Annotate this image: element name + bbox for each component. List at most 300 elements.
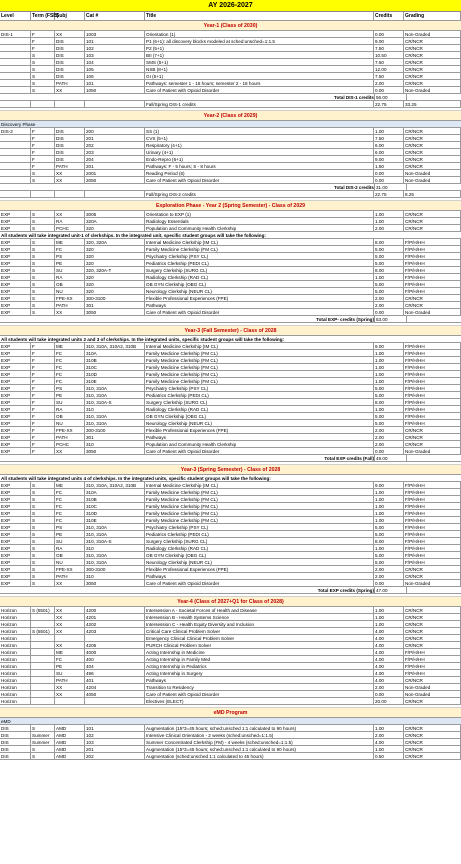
cell-grading: CR/NCR [404, 566, 461, 573]
cell-level: Horizon [0, 649, 31, 656]
table-row [0, 489, 461, 496]
cell-level: EXP [0, 343, 31, 350]
cell-grading: F/P/H/HH [404, 260, 461, 267]
cell-level [0, 191, 31, 198]
cell-level: EXP [0, 517, 31, 524]
cell-grading: F/P/H/HH [404, 350, 461, 357]
cell-credits: 1.00 [374, 621, 404, 628]
cell-subj: DIS [55, 73, 85, 80]
cell-cat: 2001 [85, 170, 145, 177]
cell-level: EXP [0, 406, 31, 413]
cell-credits: 20.00 [374, 698, 404, 705]
table-row [0, 267, 461, 274]
table-row [0, 281, 461, 288]
cell-subj: SU [55, 399, 85, 406]
cell-level: EXP [0, 260, 31, 267]
table-row [0, 101, 461, 108]
table-row [0, 434, 461, 441]
table-row [0, 288, 461, 295]
header-grading: Grading [404, 12, 461, 21]
cell-subj: PE [55, 392, 85, 399]
cell-term: S [31, 489, 55, 496]
cell-title: Fall/Spring DIS-2 credits [145, 191, 374, 198]
year-banner: Year-2 (Class of 2029) [0, 111, 461, 121]
cell-term: S [31, 482, 55, 489]
cell-credits: 1.50 [374, 163, 404, 170]
cell-term: S (5501) [31, 628, 55, 635]
cell-level: EXP [0, 371, 31, 378]
cell-credits: 2.00 [374, 732, 404, 739]
cell-level [0, 73, 31, 80]
cell-cat: 310, 310A [85, 559, 145, 566]
cell-title: Family Medicine Clerkship (FM CL) [145, 378, 374, 385]
table-row [0, 677, 461, 684]
table-row [0, 566, 461, 573]
cell-title: Neurology Clerkship (NEUR CL) [145, 288, 374, 295]
cell-cat: 320 [85, 288, 145, 295]
cell-grading: CR/NCR [404, 628, 461, 635]
cell-grading: Non-Graded [404, 170, 461, 177]
cell-grading: CR/NCR [404, 434, 461, 441]
cell-level: Horizon [0, 635, 31, 642]
cell-level: EXP [0, 434, 31, 441]
cell-grading: CR/NCR [404, 225, 461, 232]
cell-level: EXP [0, 580, 31, 587]
table-row [0, 38, 461, 45]
cell-term: F [31, 420, 55, 427]
cell-term: F [31, 399, 55, 406]
cell-grading: F/P/H/HH [404, 281, 461, 288]
cell-cat: 400 [85, 656, 145, 663]
cell-title: Population and Community Health Clerkship [145, 441, 374, 448]
total-label: Total DIS-1 credits [334, 95, 374, 100]
cell-term: S [31, 288, 55, 295]
cell-subj: XX [55, 170, 85, 177]
cell-term [31, 642, 55, 649]
table-row [0, 31, 461, 38]
cell-term: S [31, 573, 55, 580]
table-row [0, 746, 461, 753]
cell-cat: 203 [85, 149, 145, 156]
cell-level: Horizon [0, 691, 31, 698]
cell-cat: 310E [85, 517, 145, 524]
cell-grading: Non-Graded [404, 691, 461, 698]
table-row [0, 191, 461, 198]
group-note: All students will take integrated units 2 and 3 of clerkships. In the integrated units, specific student groups will take the following: [0, 336, 461, 343]
table-row [0, 684, 461, 691]
cell-subj: DIS [55, 52, 85, 59]
cell-term: Summer [31, 739, 55, 746]
cell-title: SS (1) [145, 128, 374, 135]
cell-cat: 4205 [85, 642, 145, 649]
cell-title: Endo-Repro (6+1) [145, 156, 374, 163]
cell-term [31, 191, 55, 198]
total-row [0, 316, 461, 323]
cell-title: OB GYN Clerkship (OBG CL) [145, 552, 374, 559]
cell-term: S [31, 211, 55, 218]
cell-term: S [31, 59, 55, 66]
cell-level: EXP [0, 559, 31, 566]
cell-credits: 1.00 [374, 614, 404, 621]
table-row [0, 239, 461, 246]
table-row [0, 274, 461, 281]
table-row [0, 392, 461, 399]
cell-cat: 310, 310A [85, 552, 145, 559]
cell-credits: 1.00 [374, 211, 404, 218]
cell-cat [85, 191, 145, 198]
total-label: Total EXP credits (Spring) [317, 588, 374, 593]
cell-title: Care of Patient with Opioid Disorder [145, 177, 374, 184]
cell-credits: 1.00 [374, 517, 404, 524]
cell-credits: 0.00 [374, 309, 404, 316]
table-row [0, 135, 461, 142]
cell-subj: RA [55, 274, 85, 281]
cell-credits: 12.00 [374, 66, 404, 73]
cell-term: F [31, 427, 55, 434]
cell-cat: 4050 [85, 691, 145, 698]
cell-grading: CR/NCR [404, 218, 461, 225]
cell-subj: FC [55, 378, 85, 385]
cell-level [0, 156, 31, 163]
cell-title: CVS (5+1) [145, 135, 374, 142]
cell-cat: 3050 [85, 580, 145, 587]
cell-level: EXP [0, 503, 31, 510]
cell-credits: 5.00 [374, 288, 404, 295]
cell-cat: 4201 [85, 614, 145, 621]
cell-subj: FC [55, 357, 85, 364]
cell-title: P1 (6+1): all discovery blocks modeled at sched:unsched=1:1.5 [145, 38, 374, 45]
cell-term: S [31, 274, 55, 281]
cell-credits: 10.50 [374, 52, 404, 59]
cell-grading: CR/NCR [404, 52, 461, 59]
cell-subj: FC [55, 510, 85, 517]
cell-term [31, 614, 55, 621]
cell-grading: 33.25 [404, 101, 461, 108]
cell-level: EXP [0, 524, 31, 531]
cell-subj: PS [55, 524, 85, 531]
cell-grading: F/P/H/HH [404, 420, 461, 427]
cell-title: Psychiatry Clerkship (PSY CL) [145, 385, 374, 392]
cell-credits: 0.00 [374, 31, 404, 38]
cell-term [31, 684, 55, 691]
cell-credits: 2.00 [374, 684, 404, 691]
cell-level: Horizon [0, 607, 31, 614]
cell-level: EXP [0, 413, 31, 420]
cell-grading: F/P/H/HH [404, 413, 461, 420]
cell-credits: 2.00 [374, 225, 404, 232]
cell-subj: FC [55, 364, 85, 371]
cell-cat: 4203 [85, 628, 145, 635]
cell-subj: OB [55, 413, 85, 420]
table-row [0, 128, 461, 135]
cell-grading: F/P/H/HH [404, 538, 461, 545]
year-banner: Year-3 (Fall Semester) - Class of 2028 [0, 326, 461, 336]
cell-grading: F/P/H/HH [404, 392, 461, 399]
cell-grading: F/P/H/HH [404, 482, 461, 489]
cell-cat: 310 [85, 573, 145, 580]
cell-subj: PS [55, 385, 85, 392]
table-row [0, 211, 461, 218]
section-label: eMD [0, 718, 461, 725]
cell-title: Pathways: semester 1 - 18 hours; semester 2 - 18 hours [145, 80, 374, 87]
cell-term: S [31, 302, 55, 309]
table-row [0, 66, 461, 73]
cell-title: Family Medicine Clerkship (FM CL) [145, 364, 374, 371]
cell-credits: 2.00 [374, 441, 404, 448]
cell-subj: FC [55, 503, 85, 510]
cell-credits: 5.00 [374, 253, 404, 260]
table-row [0, 691, 461, 698]
cell-level: Horizon [0, 656, 31, 663]
cell-level: EXP [0, 489, 31, 496]
table-row [0, 725, 461, 732]
cell-term: S [31, 517, 55, 524]
cell-subj: FPE-XX [55, 566, 85, 573]
cell-title: Pediatrics Clerkship (PEDI CL) [145, 260, 374, 267]
table-row [0, 663, 461, 670]
table-row [0, 177, 461, 184]
cell-title: Family Medicine Clerkship (FM CL) [145, 510, 374, 517]
cell-grading: F/P/H/HH [404, 517, 461, 524]
cell-level [0, 52, 31, 59]
cell-level [0, 80, 31, 87]
cell-cat: 1050 [85, 87, 145, 94]
cell-title: Family Medicine Clerkship (FM CL) [145, 503, 374, 510]
cell-level: EXP [0, 545, 31, 552]
cell-subj: XX [55, 31, 85, 38]
cell-subj: AMD [55, 725, 85, 732]
cell-cat: 3050 [85, 448, 145, 455]
cell-subj [55, 101, 85, 108]
cell-title: PURCH Clinical Problem Solver [145, 642, 374, 649]
cell-title: Surgery Clerkship (SURG CL) [145, 399, 374, 406]
cell-cat: 201 [85, 135, 145, 142]
cell-cat: 101 [85, 725, 145, 732]
cell-credits: 22.75 [374, 101, 404, 108]
cell-grading: CR/NCR [404, 45, 461, 52]
cell-grading: F/P/H/HH [404, 489, 461, 496]
cell-subj: ME [55, 239, 85, 246]
cell-credits: 9.00 [374, 156, 404, 163]
cell-level: EXP [0, 225, 31, 232]
cell-term: S [31, 552, 55, 559]
cell-level: EXP [0, 239, 31, 246]
cell-title: Internal Medicine Clerkship (IM CL) [145, 343, 374, 350]
cell-credits: 1.00 [374, 128, 404, 135]
cell-subj: AMD [55, 732, 85, 739]
cell-cat: 4200 [85, 607, 145, 614]
cell-title: Electives (ELECT) [145, 698, 374, 705]
table-row [0, 246, 461, 253]
cell-grading: F/P/H/HH [404, 559, 461, 566]
cell-grading: CR/NCR [404, 66, 461, 73]
cell-term: S [31, 170, 55, 177]
table-row [0, 614, 461, 621]
table-row [0, 170, 461, 177]
cell-credits: 1.00 [374, 218, 404, 225]
header-row [0, 12, 461, 21]
cell-level [0, 135, 31, 142]
cell-term: F [31, 163, 55, 170]
cell-subj: PATH [55, 302, 85, 309]
cell-term [31, 698, 55, 705]
cell-title: GI (5+1) [145, 73, 374, 80]
cell-credits: 5.00 [374, 281, 404, 288]
cell-credits: 0.50 [374, 753, 404, 760]
cell-title: Family Medicine Clerkship (FM CL) [145, 517, 374, 524]
table-row [0, 698, 461, 705]
table-row [0, 635, 461, 642]
cell-subj: OB [55, 281, 85, 288]
table-row [0, 420, 461, 427]
table-row [0, 225, 461, 232]
cell-credits: 5.00 [374, 552, 404, 559]
cell-cat: 101 [85, 38, 145, 45]
cell-credits: 4.00 [374, 642, 404, 649]
cell-level: EXP [0, 573, 31, 580]
cell-term: F [31, 350, 55, 357]
cell-level: EXP [0, 441, 31, 448]
cell-grading: F/P/H/HH [404, 663, 461, 670]
table-row [0, 441, 461, 448]
header-title: Title [145, 12, 374, 21]
cell-term: S [31, 753, 55, 760]
cell-grading: CR/NCR [404, 295, 461, 302]
table-row [0, 295, 461, 302]
cell-term [31, 621, 55, 628]
cell-cat: 320 [85, 274, 145, 281]
cell-level: EXP [0, 302, 31, 309]
cell-credits: 6.00 [374, 142, 404, 149]
cell-title: SMS (5+1) [145, 59, 374, 66]
cell-cat: 300-3100 [85, 566, 145, 573]
cell-cat: 201 [85, 163, 145, 170]
cell-grading: 8.25 [404, 191, 461, 198]
cell-cat: 320A [85, 218, 145, 225]
total-value: 53.00 [374, 316, 407, 322]
cell-subj: XX [55, 642, 85, 649]
total-label: Total DIS-2 credits [334, 185, 374, 190]
table-row [0, 73, 461, 80]
cell-cat: 320 [85, 281, 145, 288]
table-row [0, 559, 461, 566]
cell-level: EXP [0, 566, 31, 573]
cell-grading: F/P/H/HH [404, 371, 461, 378]
cell-term: F [31, 364, 55, 371]
cell-cat: 202 [85, 142, 145, 149]
cell-credits: 22.75 [374, 191, 404, 198]
cell-credits: 5.00 [374, 385, 404, 392]
cell-subj: DIS [55, 128, 85, 135]
cell-credits: 4.00 [374, 677, 404, 684]
table-row [0, 163, 461, 170]
cell-grading: Non-Graded [404, 309, 461, 316]
cell-term: F [31, 128, 55, 135]
table-row [0, 642, 461, 649]
cell-level: EXP [0, 427, 31, 434]
table-row [0, 739, 461, 746]
cell-term: S (5501) [31, 607, 55, 614]
cell-subj: AMD [55, 746, 85, 753]
cell-credits: 1.00 [374, 274, 404, 281]
header-term: Term (FSB) [32, 13, 59, 19]
cell-term: F [31, 371, 55, 378]
cell-credits: 5.00 [374, 559, 404, 566]
table-row [0, 156, 461, 163]
cell-grading: CR/NCR [404, 302, 461, 309]
cell-subj: OB [55, 552, 85, 559]
cell-title: Acting Internship in Pediatrics [145, 663, 374, 670]
cell-grading: F/P/H/HH [404, 385, 461, 392]
cell-term: S [31, 510, 55, 517]
table-row [0, 52, 461, 59]
cell-term: S [31, 545, 55, 552]
cell-title: Orientation to EXP (1) [145, 211, 374, 218]
cell-grading: F/P/H/HH [404, 267, 461, 274]
cell-grading: CR/NCR [404, 677, 461, 684]
cell-title: Psychiatry Clerkship (PSY CL) [145, 253, 374, 260]
cell-grading: CR/NCR [404, 142, 461, 149]
cell-grading: CR/NCR [404, 163, 461, 170]
cell-title: Emergency Clinical Clinical Problem Solver [145, 635, 374, 642]
cell-term: F [31, 142, 55, 149]
cell-level: DIS [0, 739, 31, 746]
cell-grading: Non-Graded [404, 31, 461, 38]
cell-cat: 310, 310A [85, 531, 145, 538]
cell-cat: 310A [85, 489, 145, 496]
cell-grading: F/P/H/HH [404, 552, 461, 559]
cell-term: S [31, 566, 55, 573]
cell-term: S [31, 531, 55, 538]
cell-credits: 7.50 [374, 59, 404, 66]
cell-title: Care of Patient with Opioid Disorder [145, 309, 374, 316]
table-row [0, 364, 461, 371]
cell-term: S [31, 87, 55, 94]
cell-grading: F/P/H/HH [404, 649, 461, 656]
cell-credits: 1.00 [374, 350, 404, 357]
table-row [0, 621, 461, 628]
cell-subj: RA [55, 406, 85, 413]
cell-term: S [31, 559, 55, 566]
cell-grading: Non-Graded [404, 580, 461, 587]
sheet-body [0, 21, 461, 760]
cell-cat: 310C [85, 503, 145, 510]
cell-subj: FC [55, 517, 85, 524]
table-row [0, 427, 461, 434]
cell-level: EXP [0, 552, 31, 559]
cell-term: Summer [31, 732, 55, 739]
cell-term [31, 670, 55, 677]
cell-credits: 2.00 [374, 573, 404, 580]
cell-cat: 310B [85, 357, 145, 364]
cell-title: Family Medicine Clerkship (FM CL) [145, 496, 374, 503]
cell-level: EXP [0, 211, 31, 218]
cell-title: Flexible Professional Experiences (FPE) [145, 295, 374, 302]
cell-title: Augmentation (sched:unsched 1:1 calculated to 45 hours) [145, 753, 374, 760]
cell-title: NSB (8+1) [145, 66, 374, 73]
table-row [0, 503, 461, 510]
header-subj: Subj [55, 12, 85, 21]
cell-cat: 310, 310A, 310A2, 310B [85, 482, 145, 489]
cell-subj: DIS [55, 149, 85, 156]
cell-cat: 104 [85, 59, 145, 66]
cell-subj: DIS [55, 135, 85, 142]
cell-grading: F/P/H/HH [404, 378, 461, 385]
cell-cat: 301 [85, 434, 145, 441]
cell-term [31, 663, 55, 670]
cell-term: S [31, 746, 55, 753]
cell-subj: XX [55, 309, 85, 316]
